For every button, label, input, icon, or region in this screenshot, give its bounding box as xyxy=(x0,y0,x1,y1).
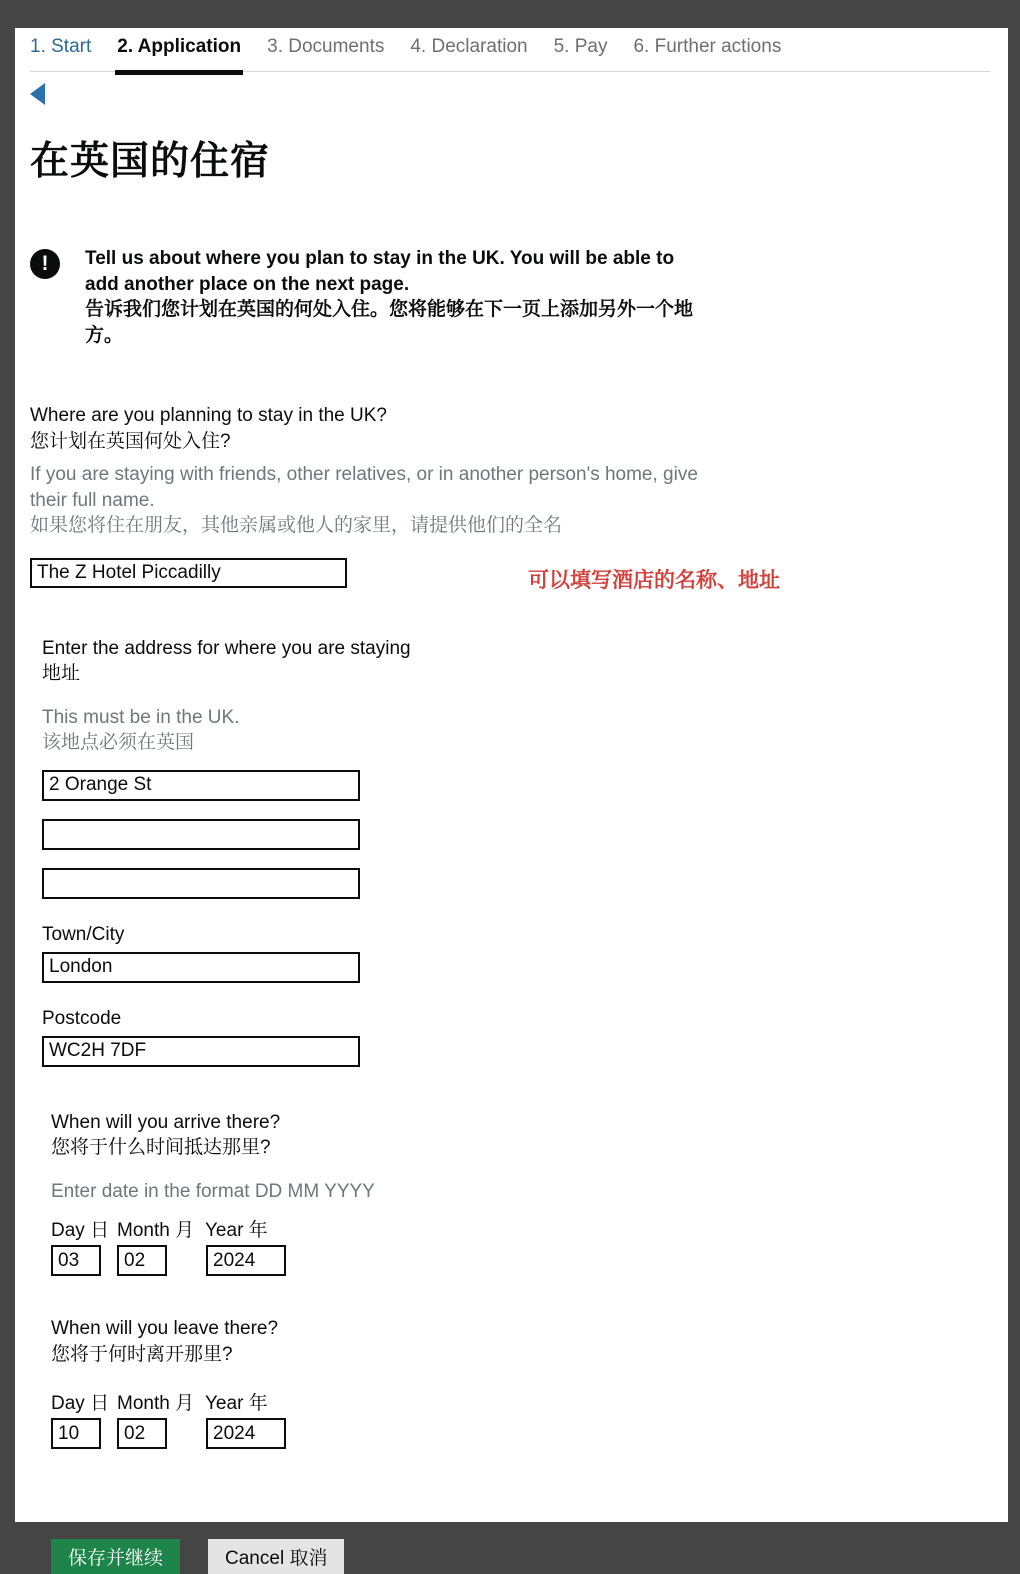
stay-place-input[interactable] xyxy=(30,558,347,588)
nav-item-application[interactable]: 2. Application xyxy=(117,36,242,57)
nav-item-declaration: 4. Declaration xyxy=(410,36,528,57)
address-line2-input[interactable] xyxy=(42,819,360,850)
nav-item-start[interactable]: 1. Start xyxy=(30,36,92,57)
nav-item-further-actions: 6. Further actions xyxy=(633,36,782,57)
address-hint-en: This must be in the UK. xyxy=(42,706,240,728)
stay-question-label-zh: 您计划在英国何处入住? xyxy=(30,430,231,452)
arrive-day-label: Day 日 xyxy=(51,1220,110,1241)
leave-month-input[interactable] xyxy=(117,1418,167,1449)
notice-text xyxy=(85,246,707,348)
arrive-year-input[interactable] xyxy=(206,1245,286,1276)
back-button[interactable] xyxy=(30,83,50,110)
nav-item-pay: 5. Pay xyxy=(553,36,608,57)
leave-question-en: When will you leave there? xyxy=(51,1318,279,1339)
postcode-label: Postcode xyxy=(42,1007,122,1029)
stay-question-group xyxy=(30,403,990,594)
notice-text-zh: 告诉我们您计划在英国的何处入住。您将能够在下一页上添加另外一个地方。 xyxy=(85,299,694,346)
page xyxy=(15,28,1008,1569)
leave-month-label: Month 月 xyxy=(117,1393,195,1414)
arrive-day-input[interactable] xyxy=(51,1245,101,1276)
address-group xyxy=(42,636,990,1067)
nav-item-documents: 3. Documents xyxy=(267,36,385,57)
arrive-date-labels xyxy=(51,1215,990,1242)
leave-day-input[interactable] xyxy=(51,1418,101,1449)
address-label-zh: 地址 xyxy=(42,663,81,684)
back-arrow-icon xyxy=(30,83,45,105)
leave-question-zh: 您将于何时离开那里? xyxy=(51,1343,233,1365)
arrive-date-group xyxy=(51,1110,990,1277)
town-city-label: Town/City xyxy=(42,923,125,945)
progress-nav xyxy=(30,30,990,72)
address-line1-input[interactable] xyxy=(42,770,360,801)
arrive-question-en: When will you arrive there? xyxy=(51,1111,281,1133)
stay-question-hint-zh: 如果您将住在朋友，其他亲属或他人的家里，请提供他们的全名 xyxy=(30,515,563,536)
exclamation-icon: ! xyxy=(30,249,60,279)
address-hint-zh: 该地点必须在英国 xyxy=(42,732,195,753)
arrive-month-label: Month 月 xyxy=(117,1220,195,1241)
arrive-year-label: Year 年 xyxy=(205,1220,268,1241)
form-actions xyxy=(51,1539,990,1574)
save-continue-button[interactable]: 保存并继续 xyxy=(51,1539,180,1574)
page-title: 在英国的住宿 xyxy=(30,140,271,183)
notice-banner xyxy=(30,246,990,348)
address-label-en: Enter the address for where you are staying xyxy=(42,637,411,659)
postcode-input[interactable] xyxy=(42,1036,360,1067)
stay-question-hint-en: If you are staying with friends, other relatives, or in another person's home, give their full name. xyxy=(30,464,698,511)
notice-text-en: Tell us about where you plan to stay in the UK. You will be able to add another place on the next page. xyxy=(85,248,675,295)
stay-question-label-en: Where are you planning to stay in the UK? xyxy=(30,405,387,426)
town-city-input[interactable] xyxy=(42,952,360,983)
leave-year-input[interactable] xyxy=(206,1418,286,1449)
arrive-date-format-hint: Enter date in the format DD MM YYYY xyxy=(51,1180,375,1202)
annotation-text: 可以填写酒店的名称、地址 xyxy=(528,568,780,592)
cancel-button[interactable]: Cancel 取消 xyxy=(208,1539,344,1574)
leave-year-label: Year 年 xyxy=(205,1393,268,1414)
leave-date-labels xyxy=(51,1388,990,1415)
arrive-month-input[interactable] xyxy=(117,1245,167,1276)
arrive-question-zh: 您将于什么时间抵达那里? xyxy=(51,1137,271,1158)
leave-day-label: Day 日 xyxy=(51,1393,110,1414)
leave-date-group xyxy=(51,1316,990,1449)
address-line3-input[interactable] xyxy=(42,868,360,899)
